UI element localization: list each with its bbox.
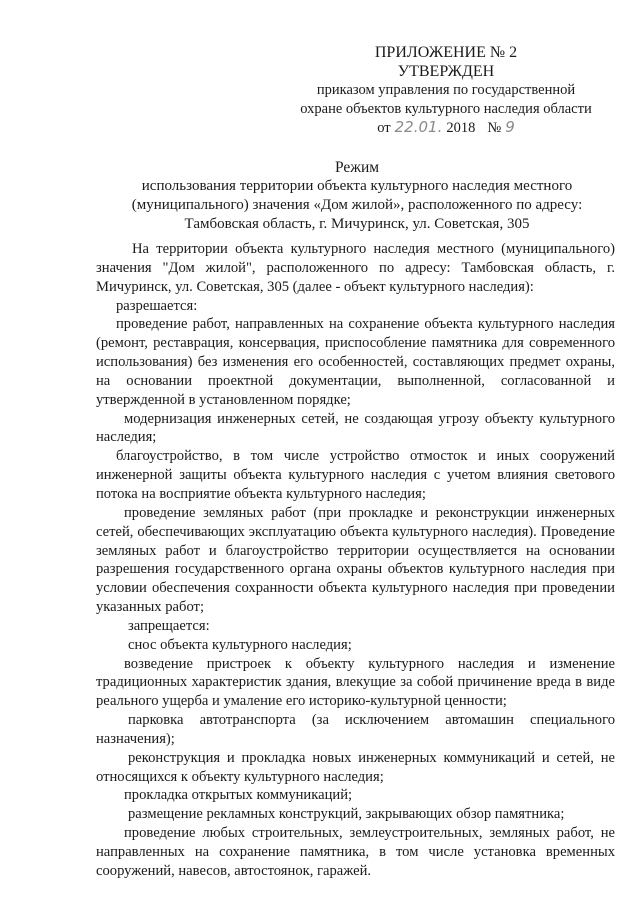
forbidden-item-5: прокладка открытых коммуникаций;: [124, 787, 353, 804]
number-sign: №: [487, 120, 502, 136]
forbidden-item-3: парковка автотранспорта (за исключением автомашин специального назначения);: [96, 712, 615, 747]
allowed-item-2: модернизация инженерных сетей, не создающая угрозу объекту культурного наследия;: [96, 410, 615, 446]
forbidden-item-1: снос объекта культурного наследия;: [128, 636, 352, 653]
title-line-1: использования территории объекта культурного наследия местного: [141, 178, 573, 194]
allowed-item-3: благоустройство, в том числе устройство отмосток и иных сооружений инженерной защиты объекта культурного наследия с учетом влияния светового потока на восприятие объекта культурного наследия;: [96, 448, 615, 502]
order-line-1: приказом управления по государственной: [316, 82, 576, 98]
title-regime: Режим: [334, 159, 380, 176]
forbidden-item-7: проведение любых строительных, землеустроительных, земляных работ, не направленных на сохранение памятника, в том числе установка временных сооружений, навесов, автостоянок, гаражей.: [96, 825, 615, 879]
forbidden-heading: запрещается:: [128, 617, 210, 634]
document-body: [96, 240, 615, 881]
order-date-line: [290, 118, 602, 138]
intro-paragraph: На территории объекта культурного наследия местного (муниципального) значения "Дом жилой", расположенного по адресу: Тамбовская область, г. Мичуринск, ул. Советская, 305 (далее - объект культурного наследия):: [96, 241, 615, 295]
order-year: 2018: [446, 120, 476, 136]
appendix-number: ПРИЛОЖЕНИЕ № 2: [374, 44, 518, 61]
handwritten-number: 9: [505, 118, 515, 136]
allowed-item-4: проведение земляных работ (при прокладке и реконструкции инженерных сетей, обеспечивающих эксплуатацию объекта культурного наследия). Проведение земляных работ и благоустройство территории осуществляется на основании разрешения государственного органа охраны объектов культурного наследия при условии обеспечения сохранности объекта культурного наследия при проведении указанных работ;: [96, 504, 615, 616]
title-line-3: Тамбовская область, г. Мичуринск, ул. Советская, 305: [184, 216, 530, 232]
forbidden-item-2: возведение пристроек к объекту культурного наследия и изменение традиционных характеристик здания, влекущие за собой причинение вреда в виде реального ущерба и умаление его историко-культурной ценности;: [96, 655, 615, 710]
approved-label: УТВЕРЖДЕН: [397, 62, 495, 80]
order-line-2: охране объектов культурного наследия области: [300, 100, 592, 117]
date-prefix: от: [377, 120, 391, 136]
allowed-item-1: проведение работ, направленных на сохранение объекта культурного наследия (ремонт, реставрация, консервация, приспособление памятника для современного использования) без изменения его особенностей, составляющих предмет охраны, на основании проектной документации, выполненной, согласованной и утвержденной в установленном порядке;: [96, 316, 615, 408]
approval-stamp-block: [290, 44, 602, 138]
handwritten-date: 22.01.: [394, 118, 443, 136]
forbidden-item-4: реконструкция и прокладка новых инженерных коммуникаций и сетей, не относящихся к объекту культурного наследия;: [96, 749, 615, 785]
forbidden-item-6: размещение рекламных конструкций, закрывающих обзор памятника;: [128, 806, 565, 823]
allowed-heading: разрешается:: [116, 297, 198, 314]
title-line-2: (муниципального) значения «Дом жилой», расположенного по адресу:: [131, 197, 583, 213]
document-title: [96, 158, 618, 234]
